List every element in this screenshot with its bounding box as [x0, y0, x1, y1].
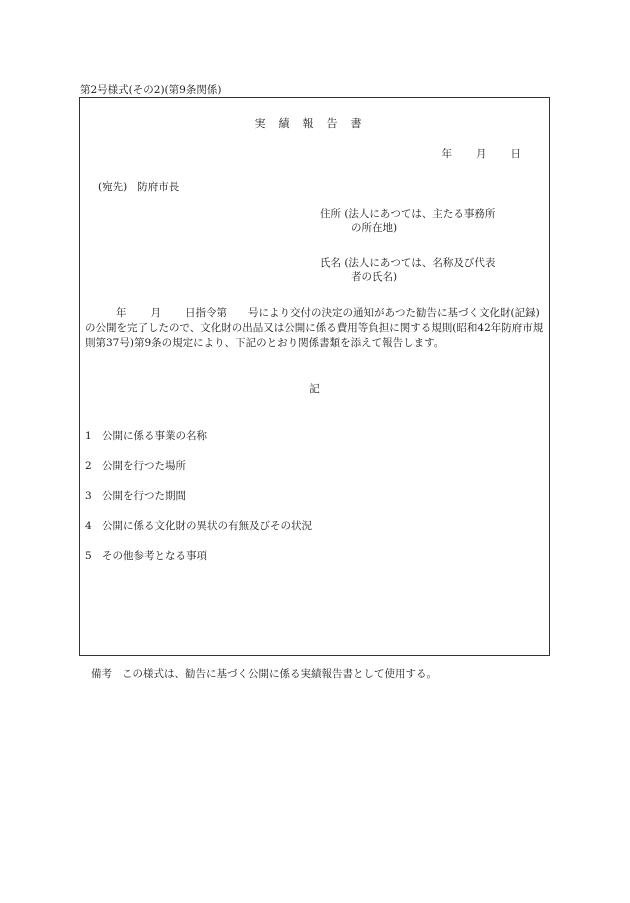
list-item	[85, 428, 207, 443]
date-line	[442, 146, 522, 161]
address-line-2: の所在地)	[351, 222, 398, 234]
name-line-1: 氏名 (法人にあつては、名称及び代表	[320, 257, 496, 269]
addressee	[98, 179, 179, 194]
item-number: 4	[85, 520, 92, 532]
addressee-prefix: (宛先)	[98, 181, 128, 193]
document-title: 実績報告書	[254, 117, 375, 130]
address-line-1: 住所 (法人にあつては、主たる事務所	[320, 208, 496, 220]
item-number: 1	[85, 430, 92, 442]
ki-heading: 記	[309, 383, 320, 395]
year-label: 年	[441, 148, 452, 160]
item-label: 公開を行つた場所	[102, 460, 186, 472]
list-item	[85, 548, 207, 563]
item-number: 2	[85, 460, 92, 472]
address-block	[320, 207, 495, 235]
name-line-2: 者の氏名)	[351, 271, 398, 283]
addressee-name: 防府市長	[137, 181, 180, 193]
item-number: 3	[85, 490, 92, 502]
list-item	[85, 488, 186, 503]
report-form-frame	[79, 97, 550, 656]
day-label: 日	[510, 148, 521, 160]
item-label: その他参考となる事項	[102, 550, 207, 562]
body-month: 月	[150, 307, 161, 319]
body-year: 年	[116, 307, 127, 319]
note-text: この様式は、勧告に基づく公開に係る実績報告書として使用する。	[122, 668, 437, 680]
item-label: 公開に係る文化財の異状の有無及びその状況	[102, 520, 312, 532]
list-item	[85, 458, 186, 473]
item-label: 公開に係る事業の名称	[102, 430, 207, 442]
item-label: 公開を行つた期間	[102, 490, 186, 502]
list-item	[85, 518, 312, 533]
month-label: 月	[476, 148, 487, 160]
report-body-paragraph	[85, 306, 547, 351]
body-text: 日指令第 号により交付の決定の通知があつた勧告に基づく文化財(記録)の公開を完了したので、文化財の出品又は公開に係る費用等負担に関する規則(昭和42年防府市規則第37号)第9条の規定により、下記のとおり関係書類を添えて報告します。	[85, 307, 544, 349]
note-label: 備考	[91, 668, 112, 680]
remarks-note	[91, 666, 437, 681]
applicant-name-block	[320, 256, 495, 284]
form-code: 第2号様式(その2)(第9条関係)	[80, 84, 222, 96]
item-number: 5	[85, 550, 92, 562]
